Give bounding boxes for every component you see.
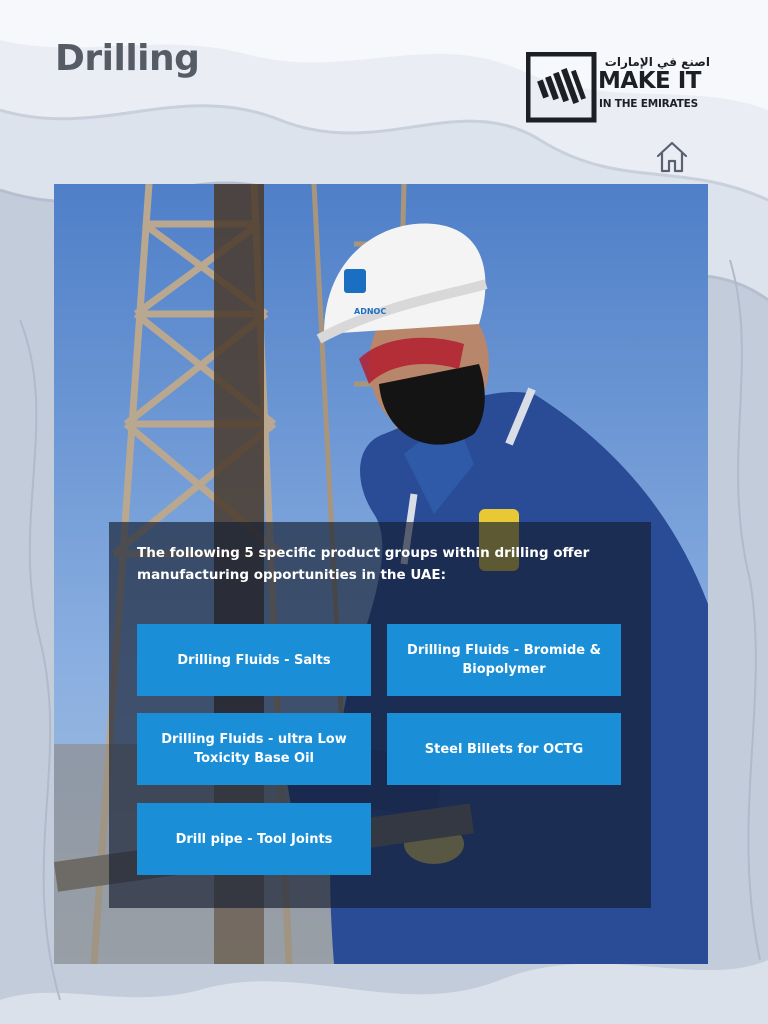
- page-title: Drilling: [55, 38, 200, 79]
- drill-pipe-tool-joints-button[interactable]: Drill pipe - Tool Joints: [137, 803, 371, 875]
- logo-main-text: MAKE IT: [598, 68, 701, 94]
- drilling-fluids-bromide-biopolymer-button[interactable]: Drilling Fluids - Bromide & Biopolymer: [387, 624, 621, 696]
- drilling-fluids-ultra-low-toxicity-base-oil-button[interactable]: Drilling Fluids - ultra Low Toxicity Base Oil: [137, 713, 371, 785]
- make-it-in-the-emirates-logo: [526, 52, 716, 124]
- steel-billets-octg-button[interactable]: Steel Billets for OCTG: [387, 713, 621, 785]
- helmet-brand-text: ADNOC: [354, 307, 387, 316]
- logo-sub-text: IN THE EMIRATES: [599, 98, 698, 110]
- drilling-fluids-salts-button[interactable]: Drilling Fluids - Salts: [137, 624, 371, 696]
- product-groups-panel: [109, 522, 651, 908]
- intro-text: The following 5 specific product groups within drilling offer manufacturing opportunities in the UAE:: [137, 545, 590, 583]
- logo-arabic-text: اصنع في الإمارات: [604, 55, 710, 69]
- home-icon: [654, 139, 690, 175]
- home-button[interactable]: [654, 139, 690, 175]
